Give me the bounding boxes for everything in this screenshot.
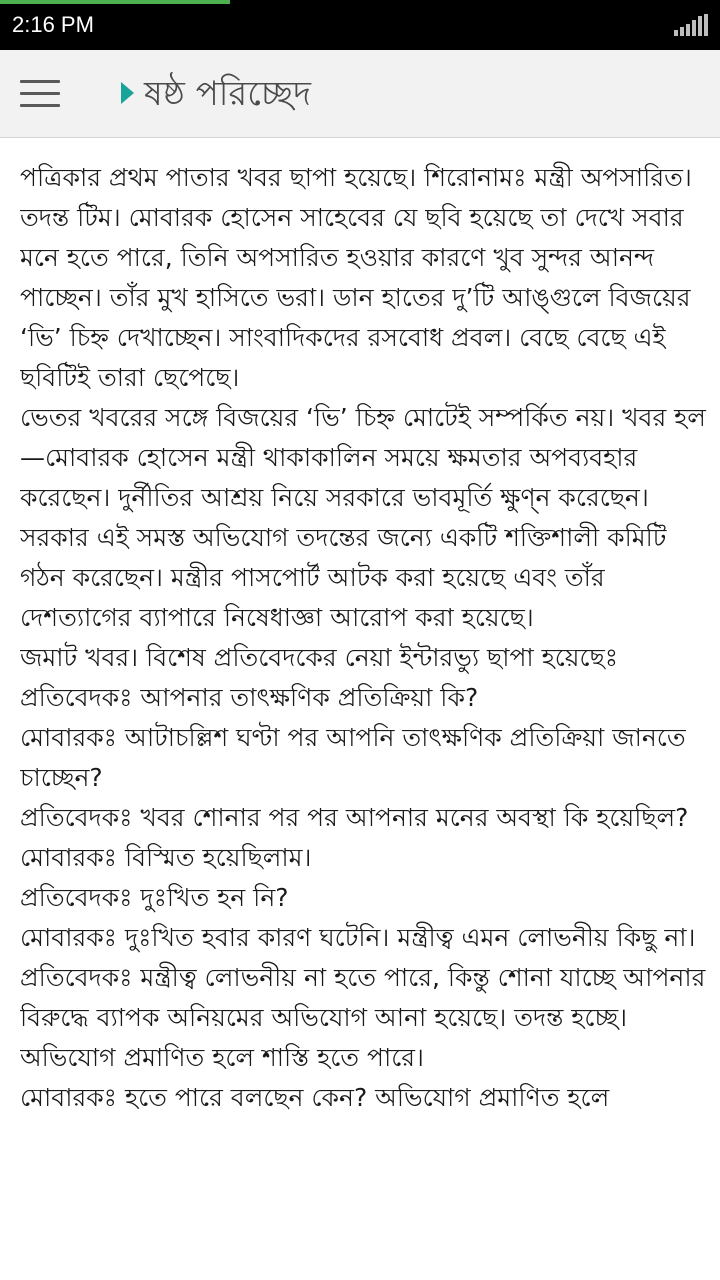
paragraph: প্রতিবেদকঃ আপনার তাৎক্ষণিক প্রতিক্রিয়া কি?	[20, 683, 479, 712]
paragraph: পত্রিকার প্রথম পাতার খবর ছাপা হয়েছে। শিরোনামঃ মন্ত্রী অপসারিত। তদন্ত টিম। মোবারক হোসেন সাহেবের যে ছবি হয়েছে তা দেখে সবার মনে হতে পারে, তিনি অপসারিত হওয়ার কারণে খুব সুন্দর আনন্দ পাচ্ছেন। তাঁর মুখ হাসিতে ভরা। ডান হাতের দু’টি আঙ্গুলে বিজয়ের ‘ভি’ চিহ্ন দেখাচ্ছেন। সাংবাদিকদের রসবোধ প্রবল। বেছে বেছে এই ছবিটিই তারা ছেপেছে।	[20, 163, 692, 392]
page-title: ষষ্ঠ পরিচ্ছেদ	[144, 74, 311, 114]
paragraph: মোবারকঃ দুঃখিত হবার কারণ ঘটেনি। মন্ত্রীত্ব এমন লোভনীয় কিছু না।	[20, 923, 696, 952]
paragraph: মোবারকঃ আটাচল্লিশ ঘণ্টা পর আপনি তাৎক্ষণিক প্রতিক্রিয়া জানতে চাচ্ছেন?	[20, 723, 686, 792]
chapter-text[interactable]	[20, 158, 708, 1280]
hamburger-menu-icon[interactable]	[12, 70, 68, 118]
paragraph: মোবারকঃ হতে পারে বলছেন কেন? অভিযোগ প্রমাণিত হলে	[20, 1083, 610, 1112]
paragraph: প্রতিবেদকঃ দুঃখিত হন নি?	[20, 883, 289, 912]
status-bar	[0, 0, 720, 50]
paragraph: প্রতিবেদকঃ খবর শোনার পর পর আপনার মনের অবস্থা কি হয়েছিল?	[20, 803, 689, 832]
paragraph: প্রতিবেদকঃ মন্ত্রীত্ব লোভনীয় না হতে পারে, কিন্তু শোনা যাচ্ছে আপনার বিরুদ্ধে ব্যাপক অনিয়মের অভিযোগ আনা হয়েছে। তদন্ত হচ্ছে। অভিযোগ প্রমাণিত হলে শাস্তি হতে পারে।	[20, 963, 706, 1072]
paragraph: জমাট খবর। বিশেষ প্রতিবেদকের নেয়া ইন্টারভ্যু ছাপা হয়েছেঃ	[20, 643, 619, 672]
status-time: 2:16 PM	[12, 12, 94, 37]
signal-bars-icon	[674, 14, 708, 36]
paragraph: মোবারকঃ বিস্মিত হয়েছিলাম।	[20, 843, 312, 872]
paragraph: ভেতর খবরের সঙ্গে বিজয়ের ‘ভি’ চিহ্ন মোটেই সম্পর্কিত নয়। খবর হল—মোবারক হোসেন মন্ত্রী থাকাকালিন সময়ে ক্ষমতার অপব্যবহার করেছেন। দুর্নীতির আশ্রয় নিয়ে সরকারে ভাবমূর্তি ক্ষুণ্ন করেছেন। সরকার এই সমস্ত অভিযোগ তদন্তের জন্যে একটি শক্তিশালী কমিটি গঠন করেছেন। মন্ত্রীর পাসপোর্ট আটক করা হয়েছে এবং তাঁর দেশত্যাগের ব্যাপারে নিষেধাজ্ঞা আরোপ করা হয়েছে।	[20, 403, 706, 632]
chevron-right-icon	[121, 82, 134, 104]
app-bar	[0, 50, 720, 138]
load-progress-bar	[0, 0, 230, 4]
